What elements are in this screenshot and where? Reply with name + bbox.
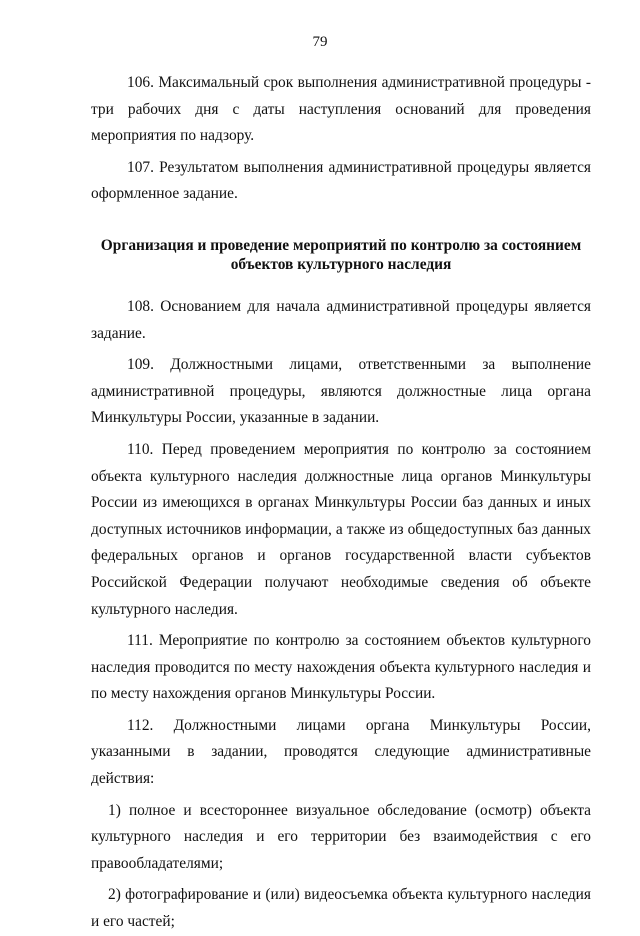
list-item-1: 1) полное и всестороннее визуальное обследование (осмотр) объекта культурного наследия и его территории без взаимодействия с его правообладателями; (91, 801, 591, 872)
action-list (91, 798, 591, 936)
list-item-2: 2) фотографирование и (или) видеосъемка объекта культурного наследия и его частей; (91, 886, 591, 931)
paragraph-107: 107. Результатом выполнения административной процедуры является оформленное задание. (91, 158, 591, 203)
paragraph-106: 106. Максимальный срок выполнения административной процедуры - три рабочих дня с даты наступления оснований для проведения мероприятия по надзору. (91, 74, 591, 145)
section-heading (91, 236, 591, 275)
section-heading-line-2: объектов культурного наследия (230, 256, 452, 274)
section-heading-line-1: Организация и проведение мероприятий по контролю за состоянием (100, 236, 582, 254)
paragraph-112: 112. Должностными лицами органа Минкультуры России, указанными в задании, проводятся следующие административные действия: (91, 716, 591, 788)
paragraph-110: 110. Перед проведением мероприятия по контролю за состоянием объекта культурного наследия должностные лица органов Минкультуры России из имеющихся в органах Минкультуры России баз данных и иных доступных источников информации, а также из общедоступных баз данных федеральных органов и органов государственной власти субъектов Российской Федерации получают необходимые сведения об объекте культурного наследия. (91, 440, 591, 618)
paragraph-109: 109. Должностными лицами, ответственными за выполнение административной процедуры, являются должностные лица органа Минкультуры России, указанные в задании. (91, 356, 591, 427)
paragraph-108: 108. Основанием для начала административной процедуры является задание. (91, 297, 591, 342)
paragraph-111: 111. Мероприятие по контролю за состоянием объектов культурного наследия проводится по месту нахождения объекта культурного наследия и по месту нахождения органов Минкультуры России. (91, 632, 591, 703)
page-number: 79 (312, 34, 328, 50)
